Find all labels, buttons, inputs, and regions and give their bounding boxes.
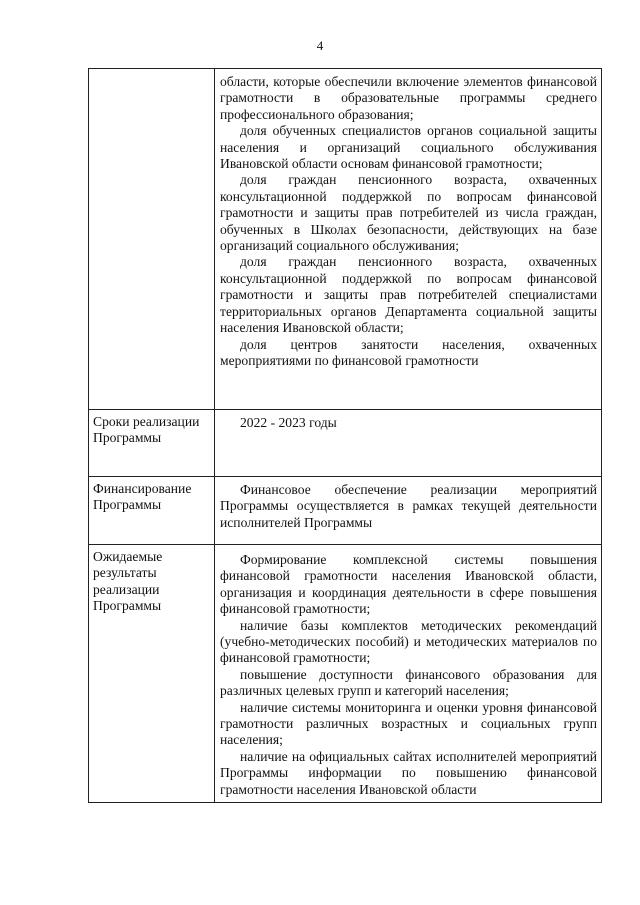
result-paragraph: наличие базы комплектов методических рекомендаций (учебно-методических пособий) и методических материалов по финансовой грамотности;	[220, 617, 597, 666]
result-paragraph: наличие системы мониторинга и оценки уровня финансовой грамотности различных возрастных и социальных групп населения;	[220, 699, 597, 748]
row-label: Финансирование Программы	[89, 477, 215, 545]
timeline-value: 2022 - 2023 годы	[240, 415, 337, 430]
indicator-paragraph: области, которые обеспечили включение элементов финансовой грамотности в образовательные программы среднего профессионального образования;	[220, 74, 597, 122]
row-content	[215, 477, 602, 545]
row-content	[215, 69, 602, 410]
financing-paragraph: Финансовое обеспечение реализации мероприятий Программы осуществляется в рамках текущей деятельности исполнителей Программы	[220, 482, 597, 530]
program-passport-table	[88, 68, 602, 803]
table-row-timeline	[89, 410, 602, 477]
row-label: Сроки реализации Программы	[89, 410, 215, 477]
row-label	[89, 69, 215, 410]
page-number: 4	[316, 38, 324, 53]
result-paragraph: наличие на официальных сайтах исполнителей мероприятий Программы информации по повышению финансовой грамотности населения Ивановской области	[220, 748, 597, 797]
table-row-expected-results	[89, 545, 602, 803]
row-label: Ожидаемые результаты реализации Программы	[89, 545, 215, 803]
table-row-financing	[89, 477, 602, 545]
result-paragraph: повышение доступности финансового образования для различных целевых групп и категорий населения;	[220, 666, 597, 699]
row-content	[215, 545, 602, 803]
indicator-paragraph: доля центров занятости населения, охваченных мероприятиями по финансовой грамотности	[220, 336, 597, 368]
indicator-paragraph: доля граждан пенсионного возраста, охваченных консультационной поддержкой по вопросам финансовой грамотности и защиты прав потребителей из числа граждан, обученных в Школах безопасности, действующих на базе организаций социального обслуживания;	[220, 172, 597, 254]
row-content	[215, 410, 602, 477]
table-row-indicators	[89, 69, 602, 410]
indicator-paragraph: доля обученных специалистов органов социальной защиты населения и организаций социального обслуживания Ивановской области основам финансовой грамотности;	[220, 123, 597, 172]
indicator-paragraph: доля граждан пенсионного возраста, охваченных консультационной поддержкой по вопросам финансовой грамотности и защиты прав потребителей специалистами территориальных органов Департамента социальной защиты населения Ивановской области;	[220, 254, 597, 336]
result-paragraph: Формирование комплексной системы повышения финансовой грамотности населения Ивановской области, организация и координация деятельности в сфере повышения финансовой грамотности;	[220, 552, 597, 617]
